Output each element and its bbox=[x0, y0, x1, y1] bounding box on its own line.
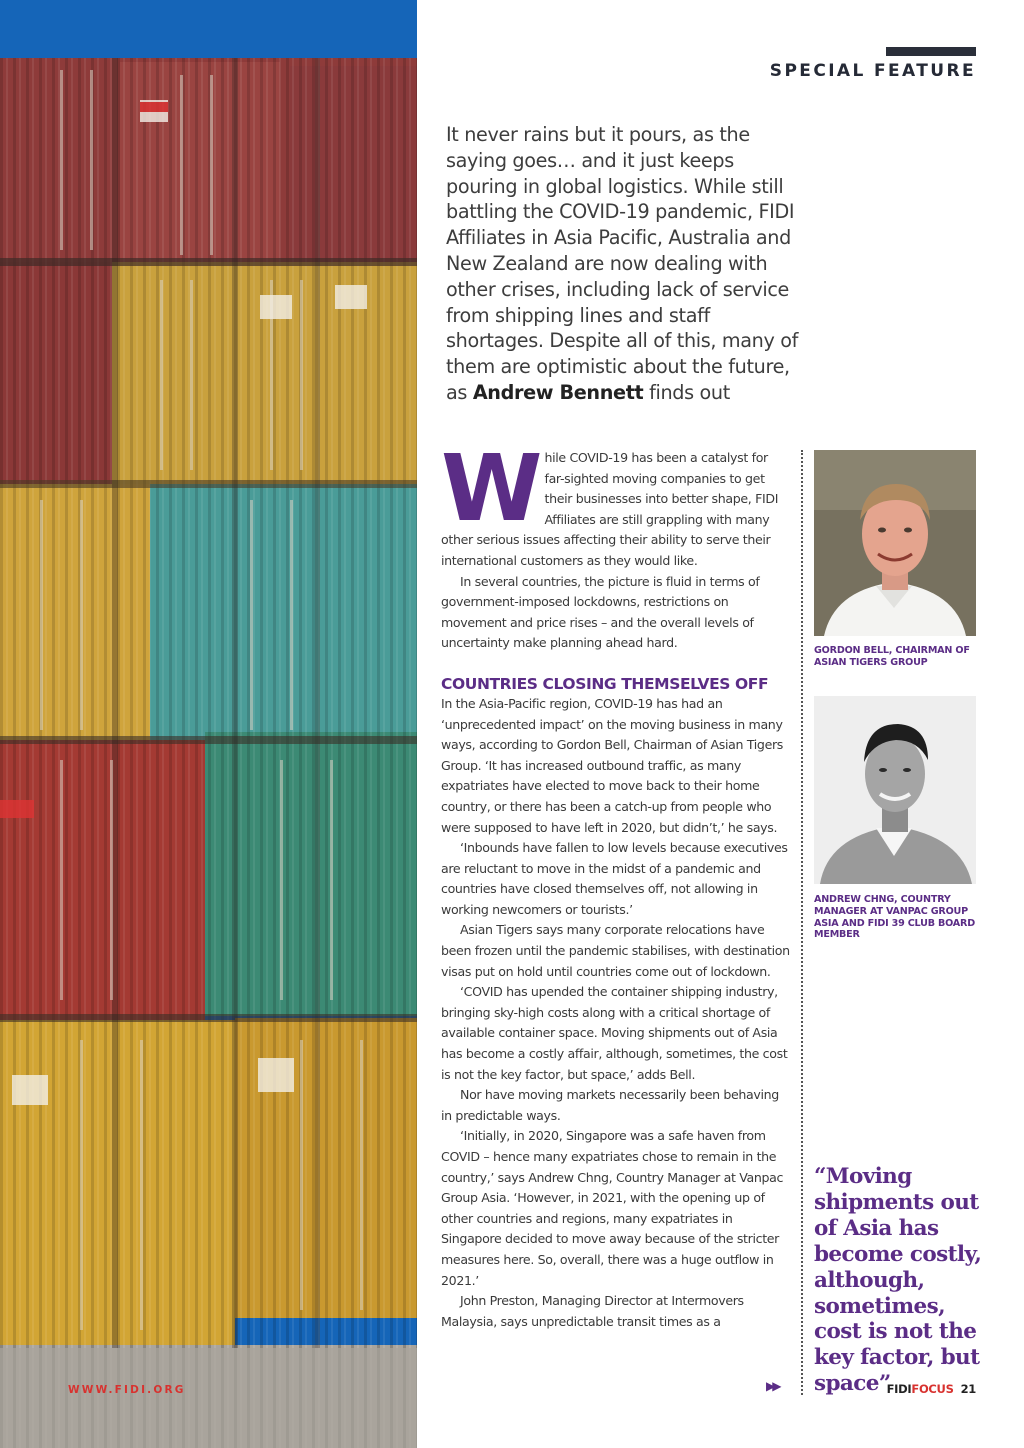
andrew-chng-photo bbox=[814, 696, 976, 884]
column-divider bbox=[801, 450, 803, 1395]
brand-fidi: FIDI bbox=[886, 1382, 912, 1396]
portrait-illustration bbox=[814, 450, 976, 636]
standfirst-end: finds out bbox=[643, 380, 730, 404]
article-paragraph: ‘Inbounds have fallen to low levels because executives are reluctant to move in the midst of a pandemic and countries have closed themselves off, not allowing in working newcomers or tourists.’ bbox=[441, 840, 788, 917]
standfirst bbox=[446, 122, 798, 406]
gordon-bell-photo bbox=[814, 450, 976, 636]
article-body bbox=[441, 435, 790, 1332]
continue-arrow-icon: ▶▶ bbox=[766, 1379, 779, 1393]
article-paragraph: Asian Tigers says many corporate relocations have been frozen until the pandemic stabilises, with destination visas put on hold until countries come out of lockdown. bbox=[441, 922, 790, 979]
article-paragraph: ‘Initially, in 2020, Singapore was a safe haven from COVID – hence many expatriates chose to remain in the country,’ says Andrew Chng, Country Manager at Vanpac Group Asia. ‘However, in 2021, with the opening up of other countries and regions, many expatriates in Singapore decided to move away because of the stricter measures here. So, overall, there was a huge outflow in 2021.’ bbox=[441, 1128, 784, 1288]
author-name: Andrew Bennett bbox=[472, 380, 644, 404]
brand-focus: FOCUS bbox=[911, 1382, 954, 1396]
containers-illustration bbox=[0, 0, 417, 1448]
standfirst-text: It never rains but it pours, as the saying goes… and it just keeps pouring in global logistics. While still battling the COVID-19 pandemic, FIDI Affiliates in Asia Pacific, Australia and New Zealand are now dealing with other crises, including lack of service from shipping lines and staff shortages. Despite all of this, many of them are optimistic about the future, as bbox=[446, 123, 798, 404]
article-paragraph: John Preston, Managing Director at Intermovers Malaysia, says unpredictable transit times as a bbox=[441, 1293, 744, 1329]
article-paragraph: In the Asia-Pacific region, COVID-19 has had an ‘unprecedented impact’ on the moving business in many ways, according to Gordon Bell, Chairman of Asian Tigers Group. ‘It has increased outbound traffic, as many expatriates have elected to move back to their home country, or there has been a catch-up from people who were supposed to have left in 2020, but didn’t,’ he says. bbox=[441, 695, 784, 835]
article-paragraph: ‘COVID has upended the container shipping industry, bringing sky-high costs along with a critical shortage of available container space. Moving shipments out of Asia has become a costly affair, although, sometimes, the cost is not the key factor, but space,’ adds Bell. bbox=[441, 984, 788, 1082]
paragraph-text: hile COVID-19 has been a catalyst for far-sighted moving companies to get their businesses into better shape, FIDI Affiliates are still grappling with many other serious issues affecting their ability to serve their international customers as they would like. bbox=[441, 450, 779, 568]
header-accent-bar bbox=[886, 47, 976, 56]
pull-quote: “Moving shipments out of Asia has become costly, although, sometimes, cost is not the key factor, but space” bbox=[814, 1164, 982, 1397]
footer-url[interactable]: WWW.FIDI.ORG bbox=[68, 1384, 186, 1396]
article-paragraph bbox=[441, 435, 790, 572]
footer-brand bbox=[887, 1382, 976, 1396]
portrait-illustration bbox=[814, 696, 976, 884]
article-paragraph: Nor have moving markets necessarily been behaving in predictable ways. bbox=[441, 1087, 779, 1123]
drop-cap: W bbox=[441, 435, 537, 542]
page-number: 21 bbox=[960, 1382, 976, 1396]
section-subheading: COUNTRIES CLOSING THEMSELVES OFF bbox=[441, 674, 769, 693]
photo-caption: GORDON BELL, CHAIRMAN OF ASIAN TIGERS GROUP bbox=[814, 645, 970, 668]
shipping-containers-photo bbox=[0, 0, 417, 1448]
photo-caption: ANDREW CHNG, COUNTRY MANAGER AT VANPAC GROUP ASIA AND FIDI 39 CLUB BOARD MEMBER bbox=[814, 894, 975, 941]
section-label: SPECIAL FEATURE bbox=[769, 61, 976, 81]
article-paragraph: In several countries, the picture is fluid in terms of government-imposed lockdowns, restrictions on movement and price rises – and the overall levels of uncertainty make planning ahead hard. bbox=[441, 573, 760, 651]
